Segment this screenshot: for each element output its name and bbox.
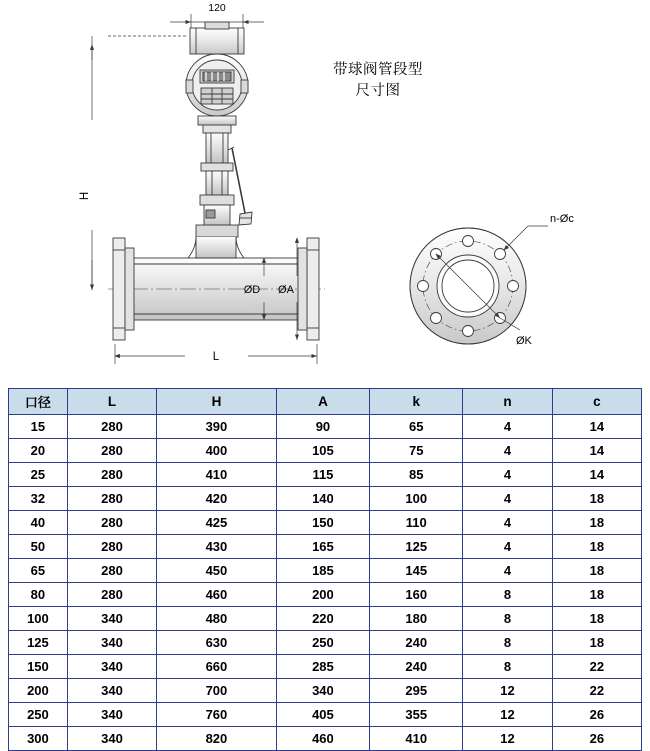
dimension-table [8,388,642,751]
table-cell: 760 [157,703,277,727]
table-row [9,631,642,655]
table-cell: 22 [552,655,641,679]
table-cell: 145 [370,559,463,583]
table-cell: 240 [370,655,463,679]
table-cell: 200 [9,679,68,703]
table-cell: 100 [9,607,68,631]
table-cell: 4 [463,415,552,439]
table-cell: 340 [67,607,156,631]
table-cell: 4 [463,559,552,583]
table-cell: 50 [9,535,68,559]
label-H: H [79,191,91,201]
table-row [9,727,642,751]
drawing-title [288,60,468,102]
table-cell: 390 [157,415,277,439]
table-cell: 300 [9,727,68,751]
label-bolt-holes: n-Øc [550,213,574,225]
table-cell: 18 [552,607,641,631]
table-row [9,463,642,487]
table-cell: 8 [463,631,552,655]
dim-H [92,36,186,290]
table-cell: 295 [370,679,463,703]
table-cell: 100 [370,487,463,511]
table-cell: 700 [157,679,277,703]
drawing-title-line2: 尺寸图 [355,83,401,99]
table-row [9,583,642,607]
table-cell: 4 [463,535,552,559]
table-cell: 18 [552,487,641,511]
table-header-cell: 口径 [9,389,68,415]
table-cell: 425 [157,511,277,535]
table-cell: 8 [463,607,552,631]
table-cell: 4 [463,511,552,535]
table-cell: 280 [67,463,156,487]
table-cell: 18 [552,559,641,583]
table-cell: 340 [67,703,156,727]
table-cell: 125 [370,535,463,559]
table-cell: 40 [9,511,68,535]
ball-valve-handle [228,147,252,225]
table-header-row [9,389,642,415]
transmitter-housing [186,22,248,116]
table-body [9,415,642,751]
label-120: 120 [208,2,226,14]
table-cell: 110 [370,511,463,535]
table-cell: 22 [552,679,641,703]
label-bolt-circle: ØK [516,335,532,347]
table-cell: 14 [552,439,641,463]
table-cell: 340 [276,679,369,703]
table-row [9,607,642,631]
table-cell: 4 [463,487,552,511]
table-cell: 150 [9,655,68,679]
table-header-cell: L [67,389,156,415]
table-cell: 280 [67,511,156,535]
table-cell: 12 [463,703,552,727]
table-cell: 250 [276,631,369,655]
table-header-cell: A [276,389,369,415]
table-cell: 280 [67,487,156,511]
drawing-title-line1: 带球阀管段型 [333,62,423,78]
table-cell: 220 [276,607,369,631]
table-cell: 25 [9,463,68,487]
table-cell: 400 [157,439,277,463]
table-cell: 80 [9,583,68,607]
table-cell: 185 [276,559,369,583]
table-cell: 65 [9,559,68,583]
table-cell: 8 [463,655,552,679]
table-cell: 65 [370,415,463,439]
table-header-cell: c [552,389,641,415]
table-cell: 15 [9,415,68,439]
table-cell: 460 [276,727,369,751]
table-cell: 410 [370,727,463,751]
table-row [9,511,642,535]
table-cell: 660 [157,655,277,679]
table-cell: 340 [67,727,156,751]
table-cell: 355 [370,703,463,727]
table-cell: 18 [552,535,641,559]
table-cell: 250 [9,703,68,727]
table-cell: 150 [276,511,369,535]
table-cell: 280 [67,439,156,463]
flange-face-view [410,226,548,344]
table-header-cell: k [370,389,463,415]
table-cell: 18 [552,511,641,535]
table-cell: 285 [276,655,369,679]
table-cell: 90 [276,415,369,439]
table-cell: 20 [9,439,68,463]
table-cell: 200 [276,583,369,607]
table-cell: 420 [157,487,277,511]
table-cell: 405 [276,703,369,727]
table-cell: 280 [67,415,156,439]
table-cell: 105 [276,439,369,463]
table-row [9,439,642,463]
table-cell: 8 [463,583,552,607]
table-cell: 820 [157,727,277,751]
table-cell: 26 [552,727,641,751]
table-cell: 340 [67,631,156,655]
table-cell: 280 [67,535,156,559]
table-cell: 4 [463,439,552,463]
table-cell: 340 [67,679,156,703]
table-cell: 240 [370,631,463,655]
table-header-cell: n [463,389,552,415]
table-cell: 140 [276,487,369,511]
table-cell: 75 [370,439,463,463]
table-row [9,415,642,439]
table-cell: 180 [370,607,463,631]
label-outer-diameter: ØA [278,284,294,296]
table-cell: 12 [463,679,552,703]
table-cell: 14 [552,415,641,439]
table-cell: 165 [276,535,369,559]
table-cell: 160 [370,583,463,607]
table-cell: 280 [67,583,156,607]
table-cell: 280 [67,559,156,583]
table-cell: 18 [552,583,641,607]
table-cell: 630 [157,631,277,655]
table-cell: 340 [67,655,156,679]
label-L: L [212,351,220,363]
table-row [9,703,642,727]
table-cell: 14 [552,463,641,487]
table-cell: 430 [157,535,277,559]
table-cell: 4 [463,463,552,487]
table-cell: 460 [157,583,277,607]
table-row [9,679,642,703]
table-cell: 480 [157,607,277,631]
table-cell: 125 [9,631,68,655]
table-row [9,559,642,583]
table-cell: 32 [9,487,68,511]
table-cell: 450 [157,559,277,583]
table-cell: 12 [463,727,552,751]
table-row [9,655,642,679]
dimension-table-wrapper [8,388,642,751]
table-cell: 115 [276,463,369,487]
table-cell: 18 [552,631,641,655]
table-cell: 26 [552,703,641,727]
table-cell: 85 [370,463,463,487]
table-row [9,487,642,511]
table-row [9,535,642,559]
valve-neck [196,116,238,237]
table-header-cell: H [157,389,277,415]
label-bore-diameter: ØD [243,284,261,296]
table-cell: 410 [157,463,277,487]
